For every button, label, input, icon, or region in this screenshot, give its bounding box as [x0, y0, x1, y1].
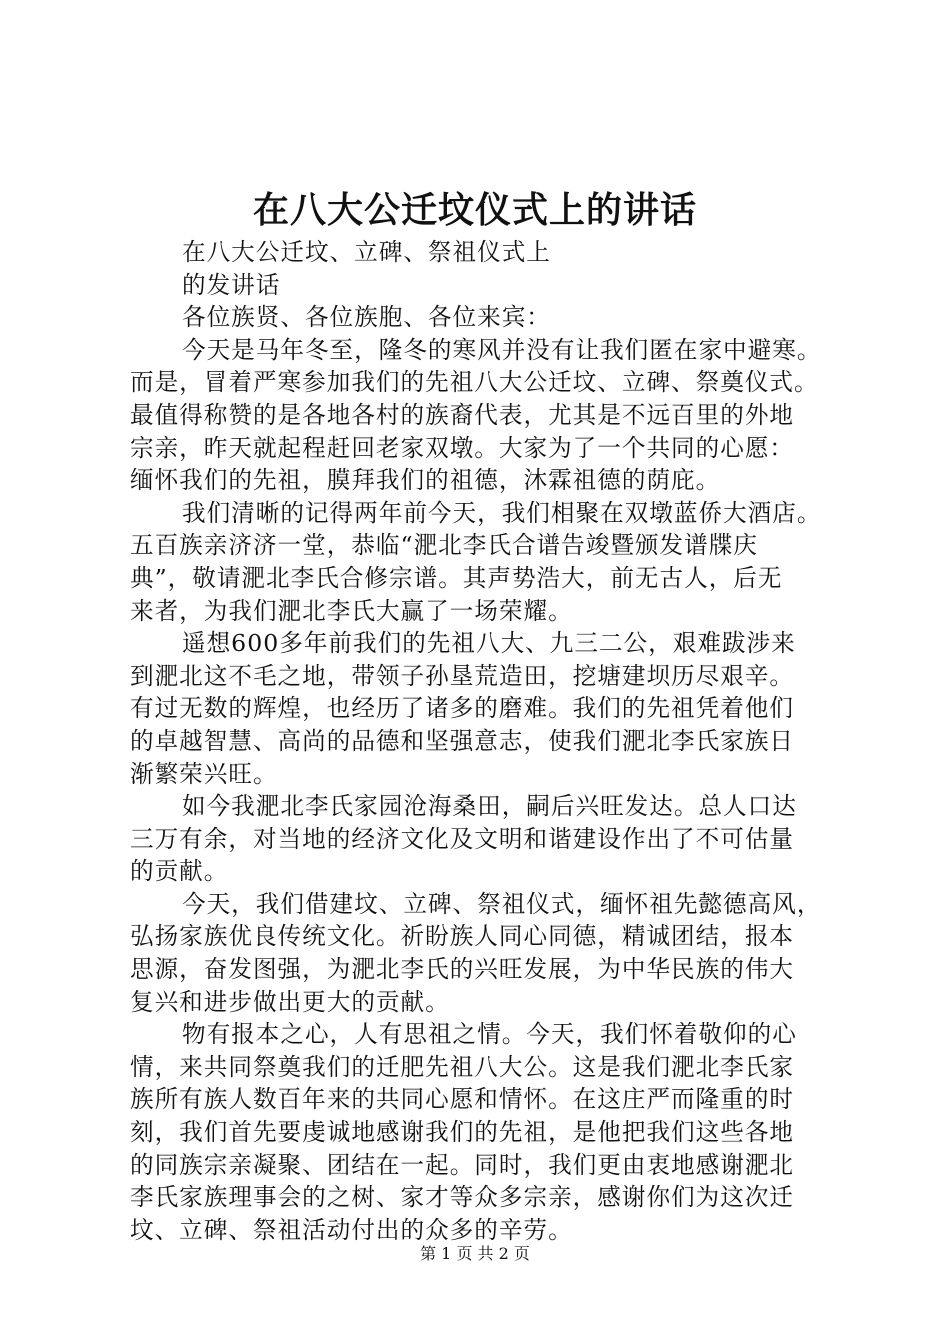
body-line: 在八大公迁坟、立碑、祭祖仪式上	[182, 238, 551, 266]
body-line: 的贡献。	[130, 857, 229, 886]
body-line: 坟、立碑、祭祖活动付出的众多的辛劳。	[130, 1215, 573, 1244]
body-line: 的同族宗亲凝聚、团结在一起。同时，我们更由衷地感谢淝北	[130, 1150, 795, 1179]
body-line: 五百族亲济济一堂，恭临“淝北李氏合谱告竣暨颁发谱牒庆	[130, 531, 758, 560]
body-line: 典”，敬请淝北李氏合修宗谱。其声势浩大，前无古人，后无	[130, 563, 783, 592]
body-line: 如今我淝北李氏家园沧海桑田，嗣后兴旺发达。总人口达	[182, 792, 797, 821]
body-line: 三万有余，对当地的经济文化及文明和谐建设作出了不可估量	[130, 824, 795, 853]
body-line: 李氏家族理事会的之树、家才等众多宗亲，感谢你们为这次迁	[130, 1183, 795, 1212]
body-line: 物有报本之心，人有思祖之情。今天，我们怀着敬仰的心	[182, 1020, 797, 1049]
document-body	[130, 236, 835, 1246]
body-line: 的发讲话	[182, 270, 281, 299]
body-line: 族所有族人数百年来的共同心愿和情怀。在这庄严而隆重的时	[130, 1085, 795, 1114]
body-line: 来者，为我们淝北李氏大赢了一场荣耀。	[130, 596, 573, 625]
body-line: 情，来共同祭奠我们的迁肥先祖八大公。这是我们淝北李氏家	[130, 1052, 795, 1081]
body-line: 而是，冒着严寒参加我们的先祖八大公迁坟、立碑、祭奠仪式。	[130, 368, 819, 397]
body-line: 各位族贤、各位族胞、各位来宾：	[182, 303, 551, 332]
body-line: 弘扬家族优良传统文化。祈盼族人同心同德，精诚团结，报本	[130, 922, 795, 951]
body-line: 思源，奋发图强，为淝北李氏的兴旺发展，为中华民族的伟大	[130, 955, 795, 984]
body-line: 我们清晰的记得两年前今天，我们相聚在双墩蓝侨大酒店。	[182, 498, 822, 527]
body-line: 渐繁荣兴旺。	[130, 759, 278, 788]
body-line: 遥想600多年前我们的先祖八大、九三二公，艰难跋涉来	[182, 629, 796, 658]
body-line: 刻，我们首先要虔诚地感谢我们的先祖，是他把我们这些各地	[130, 1118, 795, 1147]
body-line: 的卓越智慧、高尚的品德和坚强意志，使我们淝北李氏家族日	[130, 726, 795, 755]
page-footer: 第 1 页 共 2 页	[420, 1244, 530, 1263]
document-title: 在八大公迁坟仪式上的讲话	[252, 189, 697, 231]
body-line: 复兴和进步做出更大的贡献。	[130, 987, 450, 1016]
body-line: 最值得称赞的是各地各村的族裔代表，尤其是不远百里的外地	[130, 400, 795, 429]
body-line: 今天，我们借建坟、立碑、祭祖仪式，缅怀祖先懿德高风，	[182, 889, 822, 918]
body-line: 缅怀我们的先祖，膜拜我们的祖德，沐霖祖德的荫庇。	[130, 466, 721, 495]
body-line: 有过无数的辉煌，也经历了诸多的磨难。我们的先祖凭着他们	[130, 694, 795, 723]
body-line: 今天是马年冬至，隆冬的寒风并没有让我们匿在家中避寒。	[182, 335, 822, 364]
body-line: 宗亲，昨天就起程赶回老家双墩。大家为了一个共同的心愿：	[130, 433, 795, 462]
body-line: 到淝北这不毛之地，带领子孙垦荒造田，挖塘建坝历尽艰辛。	[130, 661, 795, 690]
